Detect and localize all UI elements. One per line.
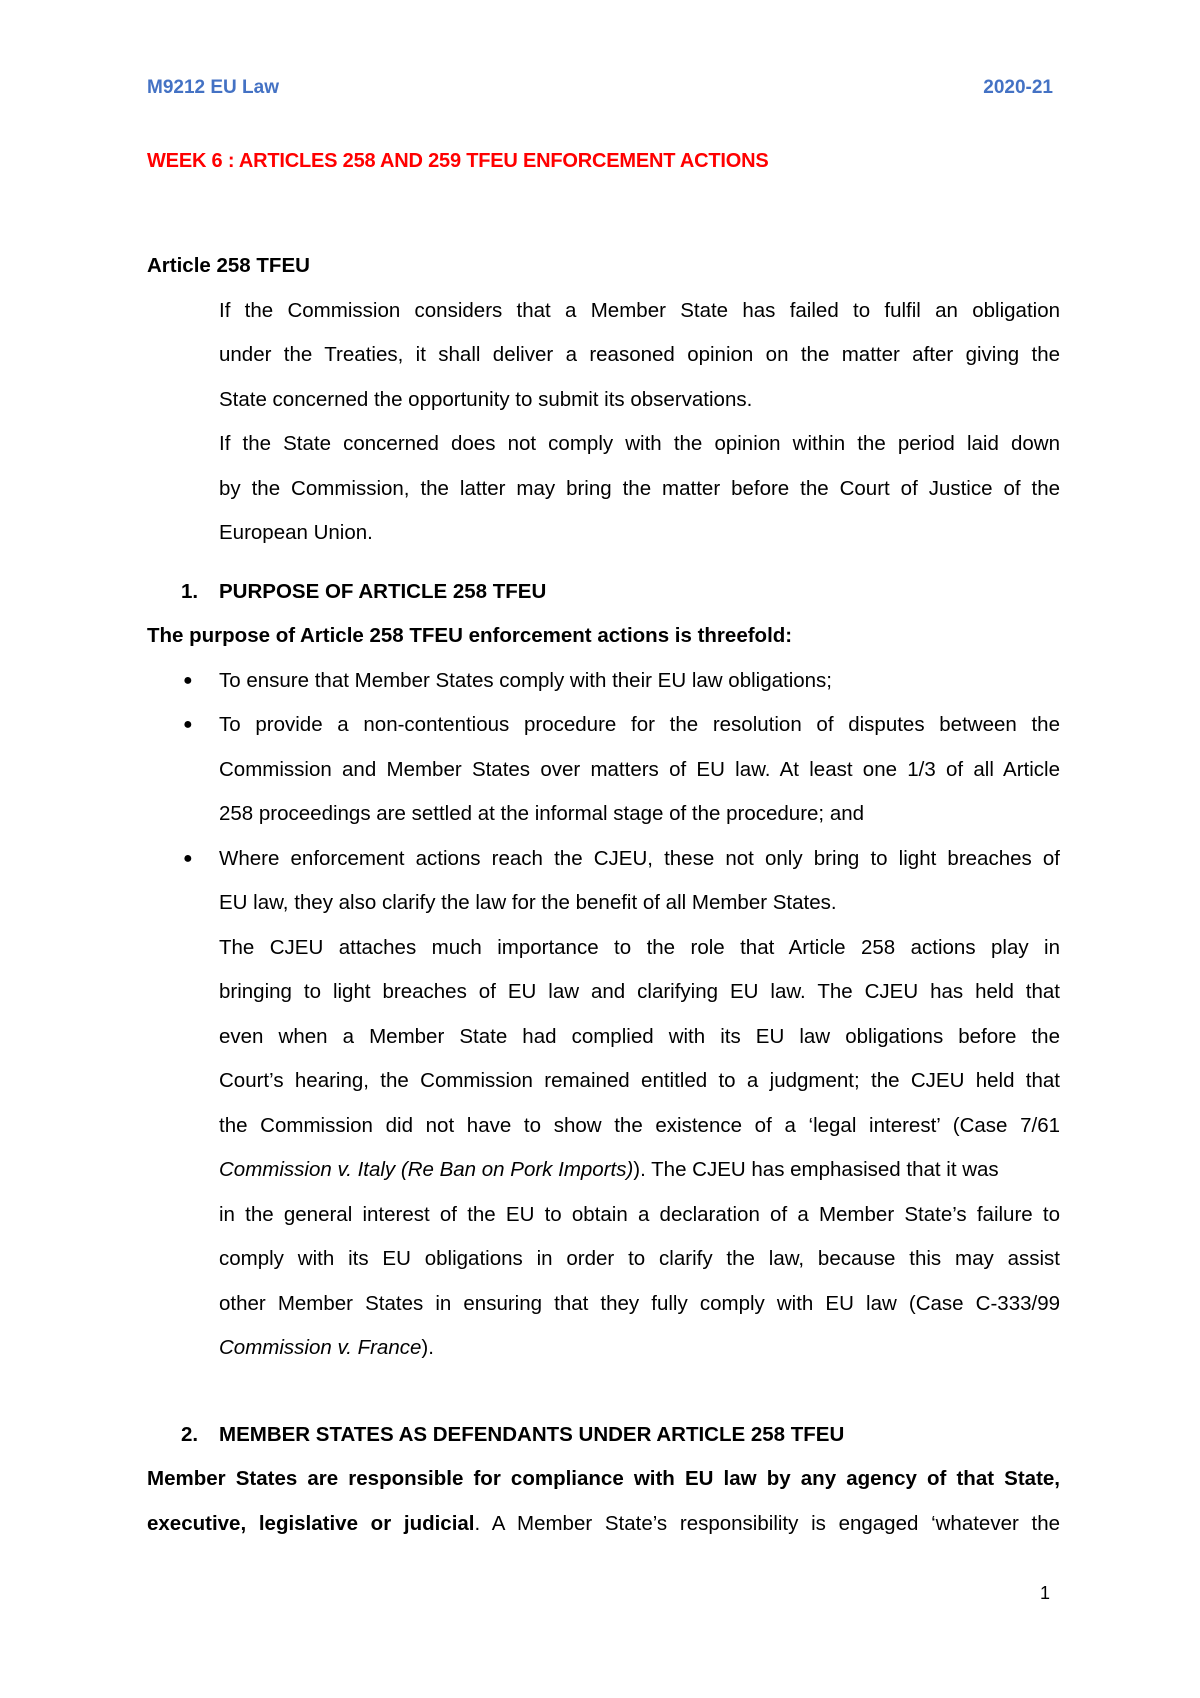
course-label: M9212 EU Law bbox=[147, 77, 279, 98]
para-line: comply with its EU obligations in order to clarify the law, because this may assist bbox=[219, 1247, 1060, 1270]
para-text: ). bbox=[421, 1336, 434, 1359]
para-line: other Member States in ensuring that they fully comply with EU law (Case C-333/99 bbox=[219, 1291, 1060, 1315]
year-label: 2020-21 bbox=[983, 77, 1053, 98]
bullet-line: Where enforcement actions reach the CJEU, these not only bring to light breaches of bbox=[219, 846, 1060, 870]
week-title: WEEK 6 : ARTICLES 258 AND 259 TFEU ENFORCEMENT ACTIONS bbox=[147, 150, 769, 172]
list-item bbox=[147, 659, 1060, 704]
para-line: even when a Member State had complied with its EU law obligations before the bbox=[219, 1024, 1060, 1048]
para-line bbox=[147, 1148, 1060, 1193]
section-intro: The purpose of Article 258 TFEU enforcement actions is threefold: bbox=[147, 624, 793, 647]
bold-phrase: executive, legislative or judicial bbox=[147, 1511, 475, 1535]
bullet-line: 258 proceedings are settled at the informal stage of the procedure; and bbox=[219, 802, 865, 825]
para-line: Court’s hearing, the Commission remained entitled to a judgment; the CJEU held that bbox=[219, 1069, 1060, 1092]
list-item bbox=[147, 703, 1060, 837]
article-line: under the Treaties, it shall deliver a reasoned opinion on the matter after giving the bbox=[219, 343, 1060, 366]
bullet-icon: ● bbox=[183, 671, 193, 689]
para-line: bringing to light breaches of EU law and clarifying EU law. The CJEU has held that bbox=[219, 980, 1060, 1003]
section-title: PURPOSE OF ARTICLE 258 TFEU bbox=[219, 579, 547, 603]
para-line bbox=[147, 1326, 1060, 1371]
bullet-line: To ensure that Member States comply with their EU law obligations; bbox=[219, 668, 832, 692]
section-number: 2. bbox=[181, 1422, 199, 1446]
article-line: If the State concerned does not comply with the opinion within the period laid down bbox=[219, 432, 1060, 455]
section-line bbox=[147, 1502, 1060, 1547]
section-heading-1 bbox=[147, 570, 1060, 615]
article-line: European Union. bbox=[219, 521, 373, 544]
section-title: MEMBER STATES AS DEFENDANTS UNDER ARTICLE 258 TFEU bbox=[219, 1422, 845, 1446]
section-heading-2 bbox=[147, 1413, 1060, 1458]
para-line: the Commission did not have to show the existence of a ‘legal interest’ (Case 7/61 bbox=[219, 1113, 1060, 1137]
bullet-icon: ● bbox=[183, 716, 193, 733]
section-number: 1. bbox=[181, 579, 199, 603]
section-line: Member States are responsible for compliance with EU law by any agency of that State, bbox=[147, 1467, 1060, 1490]
para-line: in the general interest of the EU to obtain a declaration of a Member State’s failure to bbox=[219, 1202, 1060, 1226]
document-body bbox=[147, 244, 1060, 1546]
case-name: Commission v. France bbox=[219, 1336, 422, 1359]
article-line: State concerned the opportunity to submit its observations. bbox=[219, 387, 753, 411]
list-item bbox=[147, 837, 1060, 926]
page-header bbox=[147, 76, 1053, 100]
section-text: . A Member State’s responsibility is engaged ‘whatever the bbox=[474, 1511, 1060, 1535]
page-number: 1 bbox=[1040, 1583, 1051, 1603]
article-line: If the Commission considers that a Member State has failed to fulfil an obligation bbox=[219, 298, 1060, 322]
para-text: ). The CJEU has emphasised that it was bbox=[633, 1158, 999, 1181]
case-name: Commission v. Italy (Re Ban on Pork Imports) bbox=[219, 1158, 634, 1181]
article-line: by the Commission, the latter may bring the matter before the Court of Justice of the bbox=[219, 476, 1060, 500]
bullet-icon: ● bbox=[183, 849, 193, 867]
bullet-line: EU law, they also clarify the law for the benefit of all Member States. bbox=[219, 891, 837, 914]
para-line: The CJEU attaches much importance to the role that Article 258 actions play in bbox=[219, 935, 1060, 959]
bullet-line: To provide a non-contentious procedure for the resolution of disputes between the bbox=[219, 713, 1060, 736]
article-heading: Article 258 TFEU bbox=[147, 254, 310, 277]
bullet-line: Commission and Member States over matters of EU law. At least one 1/3 of all Article bbox=[219, 757, 1060, 781]
